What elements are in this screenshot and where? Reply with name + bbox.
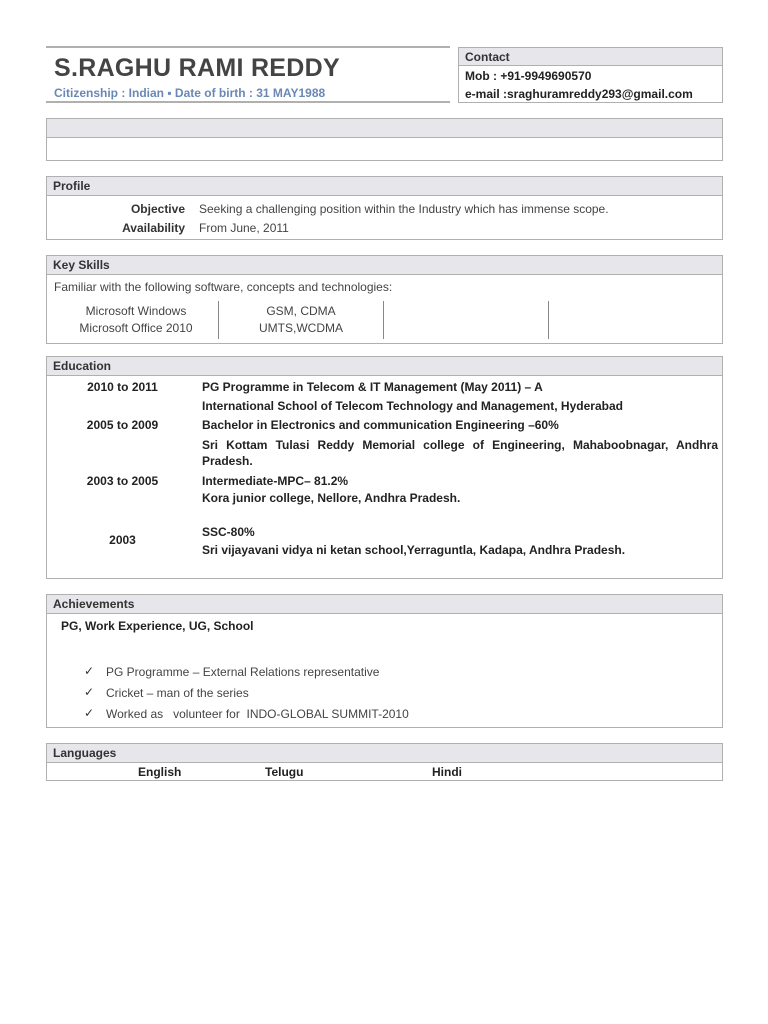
key-skills-header: Key Skills	[46, 255, 723, 275]
blank-section-header	[46, 118, 723, 138]
skills-divider	[548, 301, 549, 339]
profile-availability-value: From June, 2011	[199, 221, 289, 235]
achievement-item: PG Programme – External Relations representative	[106, 665, 380, 679]
skill-item: Microsoft Windows	[85, 304, 187, 318]
skill-item: UMTS,WCDMA	[259, 321, 343, 335]
education-year: 2005 to 2009	[86, 418, 159, 432]
header-rule	[46, 46, 450, 48]
contact-email: e-mail :sraghuramreddy293@gmail.com	[465, 87, 693, 101]
citizenship-dob: Citizenship : Indian ▪ Date of birth : 31 MAY1988	[54, 86, 326, 100]
language-item: Telugu	[265, 765, 304, 779]
checkmark-icon: ✓	[84, 685, 95, 699]
candidate-name: S.RAGHU RAMI REDDY	[54, 54, 340, 82]
education-institution: International School of Telecom Technology and Management, Hyderabad	[202, 399, 623, 413]
education-year: 2003	[109, 533, 136, 547]
skill-item: GSM, CDMA	[266, 304, 336, 318]
education-header: Education	[46, 356, 723, 376]
skills-divider	[383, 301, 384, 339]
education-year: 2010 to 2011	[87, 380, 158, 394]
profile-header: Profile	[46, 176, 723, 196]
education-year: 2003 to 2005	[86, 474, 159, 488]
language-item: English	[138, 765, 182, 779]
profile-objective-label: Objective	[130, 202, 185, 216]
education-degree: Intermediate-MPC– 81.2%	[202, 474, 349, 488]
achievements-header: Achievements	[46, 594, 723, 614]
header-underline	[46, 101, 450, 103]
blank-section-body	[46, 137, 723, 161]
achievement-item: Worked as volunteer for INDO-GLOBAL SUMMIT-2010	[106, 707, 409, 721]
contact-header: Contact	[458, 47, 723, 66]
education-degree: PG Programme in Telecom & IT Management (May 2011) – A	[202, 380, 543, 394]
language-item: Hindi	[432, 765, 462, 779]
skill-item: Microsoft Office 2010	[79, 321, 193, 335]
achievement-item: Cricket – man of the series	[106, 686, 249, 700]
achievements-summary: PG, Work Experience, UG, School	[61, 619, 254, 633]
key-skills-intro: Familiar with the following software, concepts and technologies:	[54, 280, 393, 294]
education-institution: Sri Kottam Tulasi Reddy Memorial college of Engineering, Mahaboobnagar, Andhra Pradesh.	[202, 438, 718, 468]
profile-availability-label: Availability	[122, 221, 185, 235]
checkmark-icon: ✓	[84, 664, 95, 678]
languages-header: Languages	[46, 743, 723, 763]
education-degree: SSC-80%	[202, 525, 255, 539]
checkmark-icon: ✓	[84, 706, 95, 720]
education-institution: Kora junior college, Nellore, Andhra Pradesh.	[202, 491, 461, 505]
contact-mobile: Mob : +91-9949690570	[465, 69, 592, 83]
profile-objective-value: Seeking a challenging position within the Industry which has immense scope.	[199, 202, 609, 216]
education-institution: Sri vijayavani vidya ni ketan school,Yerraguntla, Kadapa, Andhra Pradesh.	[202, 543, 626, 557]
education-degree: Bachelor in Electronics and communication Engineering –60%	[202, 418, 559, 432]
